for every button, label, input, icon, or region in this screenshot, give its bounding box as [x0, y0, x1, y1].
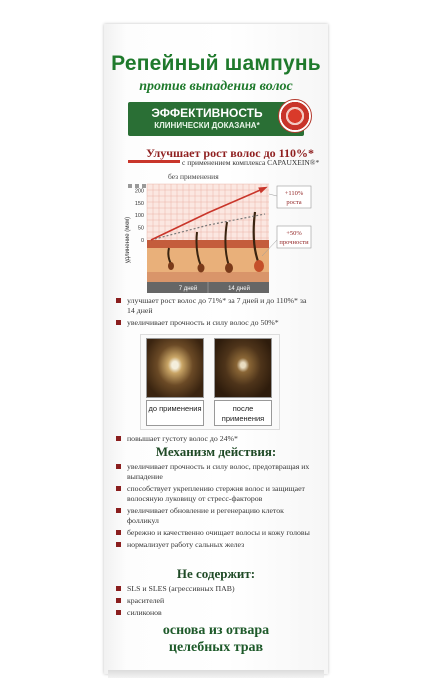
mechanism-list [116, 462, 316, 552]
treated-legend-line [128, 160, 180, 163]
y-tick-label: 150 [134, 200, 144, 207]
untreated-legend-dots [128, 175, 164, 180]
growth-note-line1: +110% [284, 190, 304, 197]
photo-after-caption: после применения [214, 400, 272, 426]
skin-surface [147, 240, 269, 248]
untreated-legend-label: без применения [168, 172, 219, 181]
benefit-item: увеличивает прочность и силу волос до 50%* [116, 318, 316, 328]
x-label-day14: 14 дней [228, 286, 250, 292]
y-tick-label: 50 [137, 225, 144, 232]
mechanism-item: увеличивает обновление и регенерацию клеток фолликул [116, 506, 316, 526]
y-ticks [135, 188, 144, 244]
product-subtitle: против выпадения волос [139, 79, 293, 94]
y-tick-label: 0 [140, 238, 144, 244]
slogan-line1: основа из отвара [162, 623, 270, 638]
growth-note-leader [269, 194, 277, 196]
photo-before [146, 338, 204, 398]
clinical-seal-icon [278, 99, 312, 133]
follicle-3 [225, 263, 233, 273]
free-from-item: SLS и SLES (агрессивных ПАВ) [116, 584, 316, 594]
mechanism-item: бережно и качественно очищает волосы и кожу головы [116, 528, 316, 538]
follicle-1 [168, 262, 174, 270]
follicle-4 [254, 260, 264, 272]
free-from-item: красителей [116, 596, 316, 606]
x-label-day7: 7 дней [178, 286, 198, 292]
growth-chart [117, 182, 315, 294]
benefit-item: улучшает рост волос до 71%* за 7 дней и до 110%* за 14 дней [116, 296, 316, 316]
y-tick-label: 100 [134, 213, 144, 220]
skin-bottom [147, 272, 269, 282]
benefits-list [116, 296, 316, 330]
mechanism-title: Механизм действия: [155, 444, 277, 459]
y-tick-label: 200 [134, 188, 144, 195]
growth-subtext: с применением комплекса CAPAUXEIN®* [182, 158, 320, 167]
efficacy-title: ЭФФЕКТИВНОСТЬ [151, 106, 263, 120]
y-axis-label: удлинение (мкм) [125, 216, 131, 264]
strength-note-line2: прочности [279, 239, 309, 246]
free-from-title: Не содержит: [176, 566, 256, 581]
efficacy-subtitle: КЛИНИЧЕСКИ ДОКАЗАНА* [154, 121, 260, 130]
mechanism-item: увеличивает прочность и силу волос, предотвращая их выпадение [116, 462, 316, 482]
strength-note-line1: +50% [286, 230, 302, 237]
density-item: повышает густоту волос до 24%* [116, 434, 316, 444]
growth-note-line2: роста [286, 199, 302, 206]
growth-headline: Улучшает рост волос до 110%* [146, 146, 314, 160]
free-from-item: силиконов [116, 608, 316, 618]
follicle-2 [198, 264, 205, 273]
mechanism-item: нормализует работу сальных желез [116, 540, 316, 550]
mechanism-item: способствует укреплению стержня волос и защищает волосяную луковицу от стресс-факторов [116, 484, 316, 504]
photo-before-caption: до применения [146, 400, 204, 426]
product-title: Репейный шампунь [111, 52, 321, 75]
photo-after [214, 338, 272, 398]
free-from-list [116, 584, 316, 620]
slogan-line2: целебных трав [168, 640, 264, 655]
box-bottom-flap [108, 670, 324, 678]
